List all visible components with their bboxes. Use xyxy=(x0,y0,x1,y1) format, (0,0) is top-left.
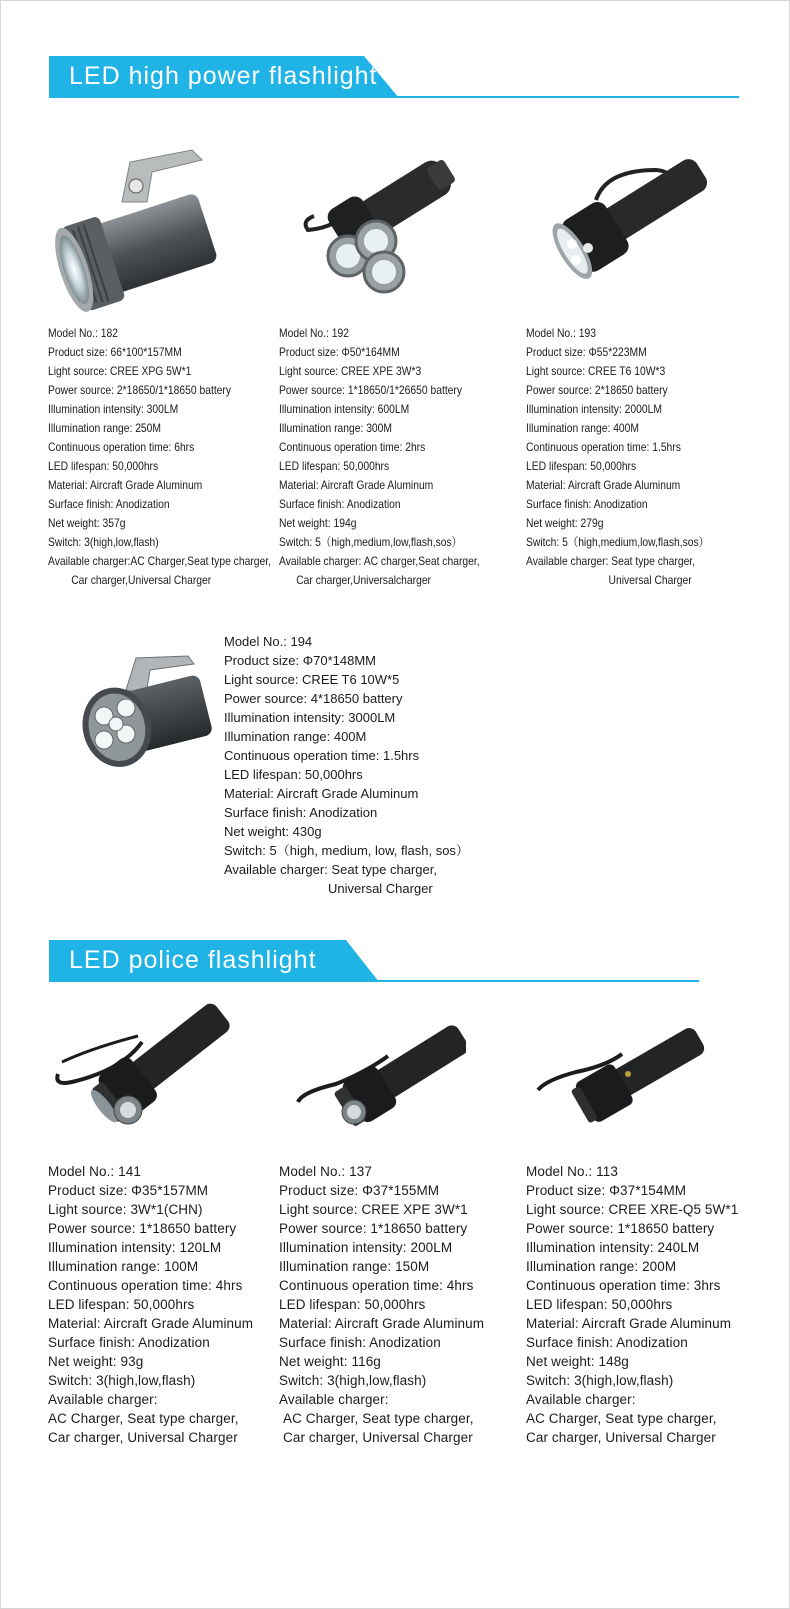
spec-line: AC Charger, Seat type charger, xyxy=(48,1411,239,1426)
spec-line: Illumination range: 400M xyxy=(224,729,367,744)
spec-line: Model No.: 182 xyxy=(48,326,118,340)
spec-line: Light source: CREE T6 10W*3 xyxy=(526,364,666,378)
police-flashlight-icon xyxy=(296,1000,466,1150)
section-header-police xyxy=(49,940,699,982)
spec-line: Power source: 1*18650/1*26650 battery xyxy=(279,383,463,397)
spec-line: Net weight: 93g xyxy=(48,1354,144,1369)
spec-line: Light source: CREE XRE-Q5 5W*1 xyxy=(526,1202,739,1217)
long-torch-flashlight-icon xyxy=(536,140,716,300)
spec-line: Illumination range: 300M xyxy=(279,421,393,435)
spec-line: Illumination intensity: 2000LM xyxy=(526,402,662,416)
spec-line: Model No.: 113 xyxy=(526,1164,618,1179)
spec-line: Net weight: 116g xyxy=(279,1354,381,1369)
spec-line: AC Charger, Seat type charger, xyxy=(526,1411,717,1426)
spec-line: Light source: 3W*1(CHN) xyxy=(48,1202,203,1217)
spec-line: LED lifespan: 50,000hrs xyxy=(224,767,363,782)
spec-line: Available charger: xyxy=(279,1392,389,1407)
spec-line: Material: Aircraft Grade Aluminum xyxy=(224,786,419,801)
spec-line: Continuous operation time: 6hrs xyxy=(48,440,195,454)
spec-line: Power source: 1*18650 battery xyxy=(48,1221,237,1236)
five-led-searchlight-icon xyxy=(76,650,216,785)
spec-line: Continuous operation time: 4hrs xyxy=(48,1278,243,1293)
spec-line: Product size: 66*100*157MM xyxy=(48,345,182,359)
spec-line: Continuous operation time: 1.5hrs xyxy=(526,440,681,454)
triple-head-flashlight-icon xyxy=(296,146,466,296)
spec-line: Light source: CREE XPE 3W*1 xyxy=(279,1202,468,1217)
section-title: LED high power flashlight xyxy=(69,62,378,90)
spec-line: Net weight: 194g xyxy=(279,516,357,530)
spec-line: Universal Charger xyxy=(328,881,433,896)
spec-line: Product size: Φ55*223MM xyxy=(526,345,647,359)
spec-line: Illumination intensity: 3000LM xyxy=(224,710,396,725)
spec-line: Car charger, Universal Charger xyxy=(283,1430,473,1445)
spec-line: Switch: 3(high,low,flash) xyxy=(48,1373,196,1388)
spec-line: Surface finish: Anodization xyxy=(48,1335,210,1350)
spec-line: Net weight: 357g xyxy=(48,516,126,530)
spec-line: Light source: CREE XPE 3W*3 xyxy=(279,364,422,378)
spec-line: Continuous operation time: 4hrs xyxy=(279,1278,474,1293)
spec-line: Light source: CREE XPG 5W*1 xyxy=(48,364,192,378)
spec-line: Product size: Φ35*157MM xyxy=(48,1183,209,1198)
spec-line: Product size: Φ70*148MM xyxy=(224,653,376,668)
spec-line: Available charger: AC charger,Seat charger, xyxy=(279,554,480,568)
spec-line: Available charger: Seat type charger, xyxy=(224,862,437,877)
spec-line: Switch: 5（high, medium, low, flash, sos） xyxy=(224,843,469,858)
spec-line: Illumination range: 100M xyxy=(48,1259,199,1274)
spec-line: Illumination intensity: 300LM xyxy=(48,402,179,416)
spec-line: Material: Aircraft Grade Aluminum xyxy=(279,478,434,492)
spec-list-113 xyxy=(526,1162,738,1447)
spec-line: Switch: 5（high,medium,low,flash,sos） xyxy=(526,535,709,549)
spec-line: Material: Aircraft Grade Aluminum xyxy=(48,478,203,492)
spec-line: Model No.: 137 xyxy=(279,1164,372,1179)
spec-line: Continuous operation time: 2hrs xyxy=(279,440,426,454)
spec-line: Continuous operation time: 3hrs xyxy=(526,1278,721,1293)
spec-line: Car charger, Universal Charger xyxy=(526,1430,716,1445)
spec-list-141 xyxy=(48,1162,253,1447)
spec-line: Illumination intensity: 600LM xyxy=(279,402,410,416)
section-title: LED police flashlight xyxy=(69,946,317,974)
spec-line: Switch: 3(high,low,flash) xyxy=(526,1373,674,1388)
spec-line: Power source: 1*18650 battery xyxy=(279,1221,468,1236)
spec-line: Available charger: Seat type charger, xyxy=(526,554,696,568)
spec-line: Switch: 3(high,low,flash) xyxy=(279,1373,427,1388)
zoom-flashlight-icon xyxy=(536,1006,706,1146)
spec-line: Net weight: 148g xyxy=(526,1354,629,1369)
spec-line: Model No.: 194 xyxy=(224,634,313,649)
spec-line: Available charger: xyxy=(526,1392,636,1407)
spec-line: Illumination range: 150M xyxy=(279,1259,430,1274)
spec-line: LED lifespan: 50,000hrs xyxy=(526,459,637,473)
spec-line: Switch: 5（high,medium,low,flash,sos） xyxy=(279,535,462,549)
spec-line: Net weight: 279g xyxy=(526,516,604,530)
spec-list-137 xyxy=(279,1162,484,1447)
spec-line: Available charger:AC Charger,Seat type charger, xyxy=(48,554,271,568)
spec-line: Power source: 4*18650 battery xyxy=(224,691,403,706)
spec-line: Model No.: 193 xyxy=(526,326,596,340)
spec-line: Switch: 3(high,low,flash) xyxy=(48,535,159,549)
police-flashlight-icon xyxy=(52,990,232,1155)
spec-line: Material: Aircraft Grade Aluminum xyxy=(526,478,681,492)
spec-line: LED lifespan: 50,000hrs xyxy=(279,459,390,473)
spec-line: Product size: Φ50*164MM xyxy=(279,345,400,359)
spec-list-192 xyxy=(279,324,480,590)
spec-list-194 xyxy=(224,632,469,898)
spec-list-193 xyxy=(526,324,709,590)
spec-line: Illumination range: 200M xyxy=(526,1259,677,1274)
spec-line: Illumination intensity: 240LM xyxy=(526,1240,700,1255)
spec-line: Power source: 2*18650/1*18650 battery xyxy=(48,383,232,397)
spec-line: Power source: 1*18650 battery xyxy=(526,1221,715,1236)
spec-line: Illumination intensity: 200LM xyxy=(279,1240,453,1255)
spec-line: Surface finish: Anodization xyxy=(48,497,170,511)
spec-line: Product size: Φ37*155MM xyxy=(279,1183,440,1198)
spec-line: Continuous operation time: 1.5hrs xyxy=(224,748,420,763)
spec-line: Car charger, Universal Charger xyxy=(48,1430,238,1445)
spec-line: Surface finish: Anodization xyxy=(526,497,648,511)
spec-line: Universal Charger xyxy=(608,573,692,587)
spec-line: LED lifespan: 50,000hrs xyxy=(279,1297,426,1312)
spec-list-182 xyxy=(48,324,271,590)
spec-line: AC Charger, Seat type charger, xyxy=(283,1411,474,1426)
spec-line: Illumination range: 400M xyxy=(526,421,640,435)
spec-line: Available charger: xyxy=(48,1392,158,1407)
spec-line: Power source: 2*18650 battery xyxy=(526,383,668,397)
spec-line: Surface finish: Anodization xyxy=(279,1335,441,1350)
searchlight-handle-flashlight-icon xyxy=(52,142,222,322)
spec-line: LED lifespan: 50,000hrs xyxy=(48,1297,195,1312)
spec-line: Surface finish: Anodization xyxy=(224,805,378,820)
spec-line: Product size: Φ37*154MM xyxy=(526,1183,687,1198)
spec-line: Surface finish: Anodization xyxy=(279,497,401,511)
spec-line: Material: Aircraft Grade Aluminum xyxy=(48,1316,254,1331)
spec-line: Model No.: 141 xyxy=(48,1164,141,1179)
spec-line: Net weight: 430g xyxy=(224,824,322,839)
spec-line: Illumination intensity: 120LM xyxy=(48,1240,222,1255)
spec-line: LED lifespan: 50,000hrs xyxy=(48,459,159,473)
spec-line: Light source: CREE T6 10W*5 xyxy=(224,672,400,687)
spec-line: Car charger,Universalcharger xyxy=(296,573,431,587)
spec-line: Model No.: 192 xyxy=(279,326,349,340)
spec-line: Material: Aircraft Grade Aluminum xyxy=(279,1316,485,1331)
spec-line: Material: Aircraft Grade Aluminum xyxy=(526,1316,732,1331)
spec-line: Illumination range: 250M xyxy=(48,421,162,435)
spec-line: LED lifespan: 50,000hrs xyxy=(526,1297,673,1312)
spec-line: Car charger,Universal Charger xyxy=(71,573,212,587)
spec-line: Surface finish: Anodization xyxy=(526,1335,688,1350)
section-header-high-power xyxy=(49,56,739,98)
